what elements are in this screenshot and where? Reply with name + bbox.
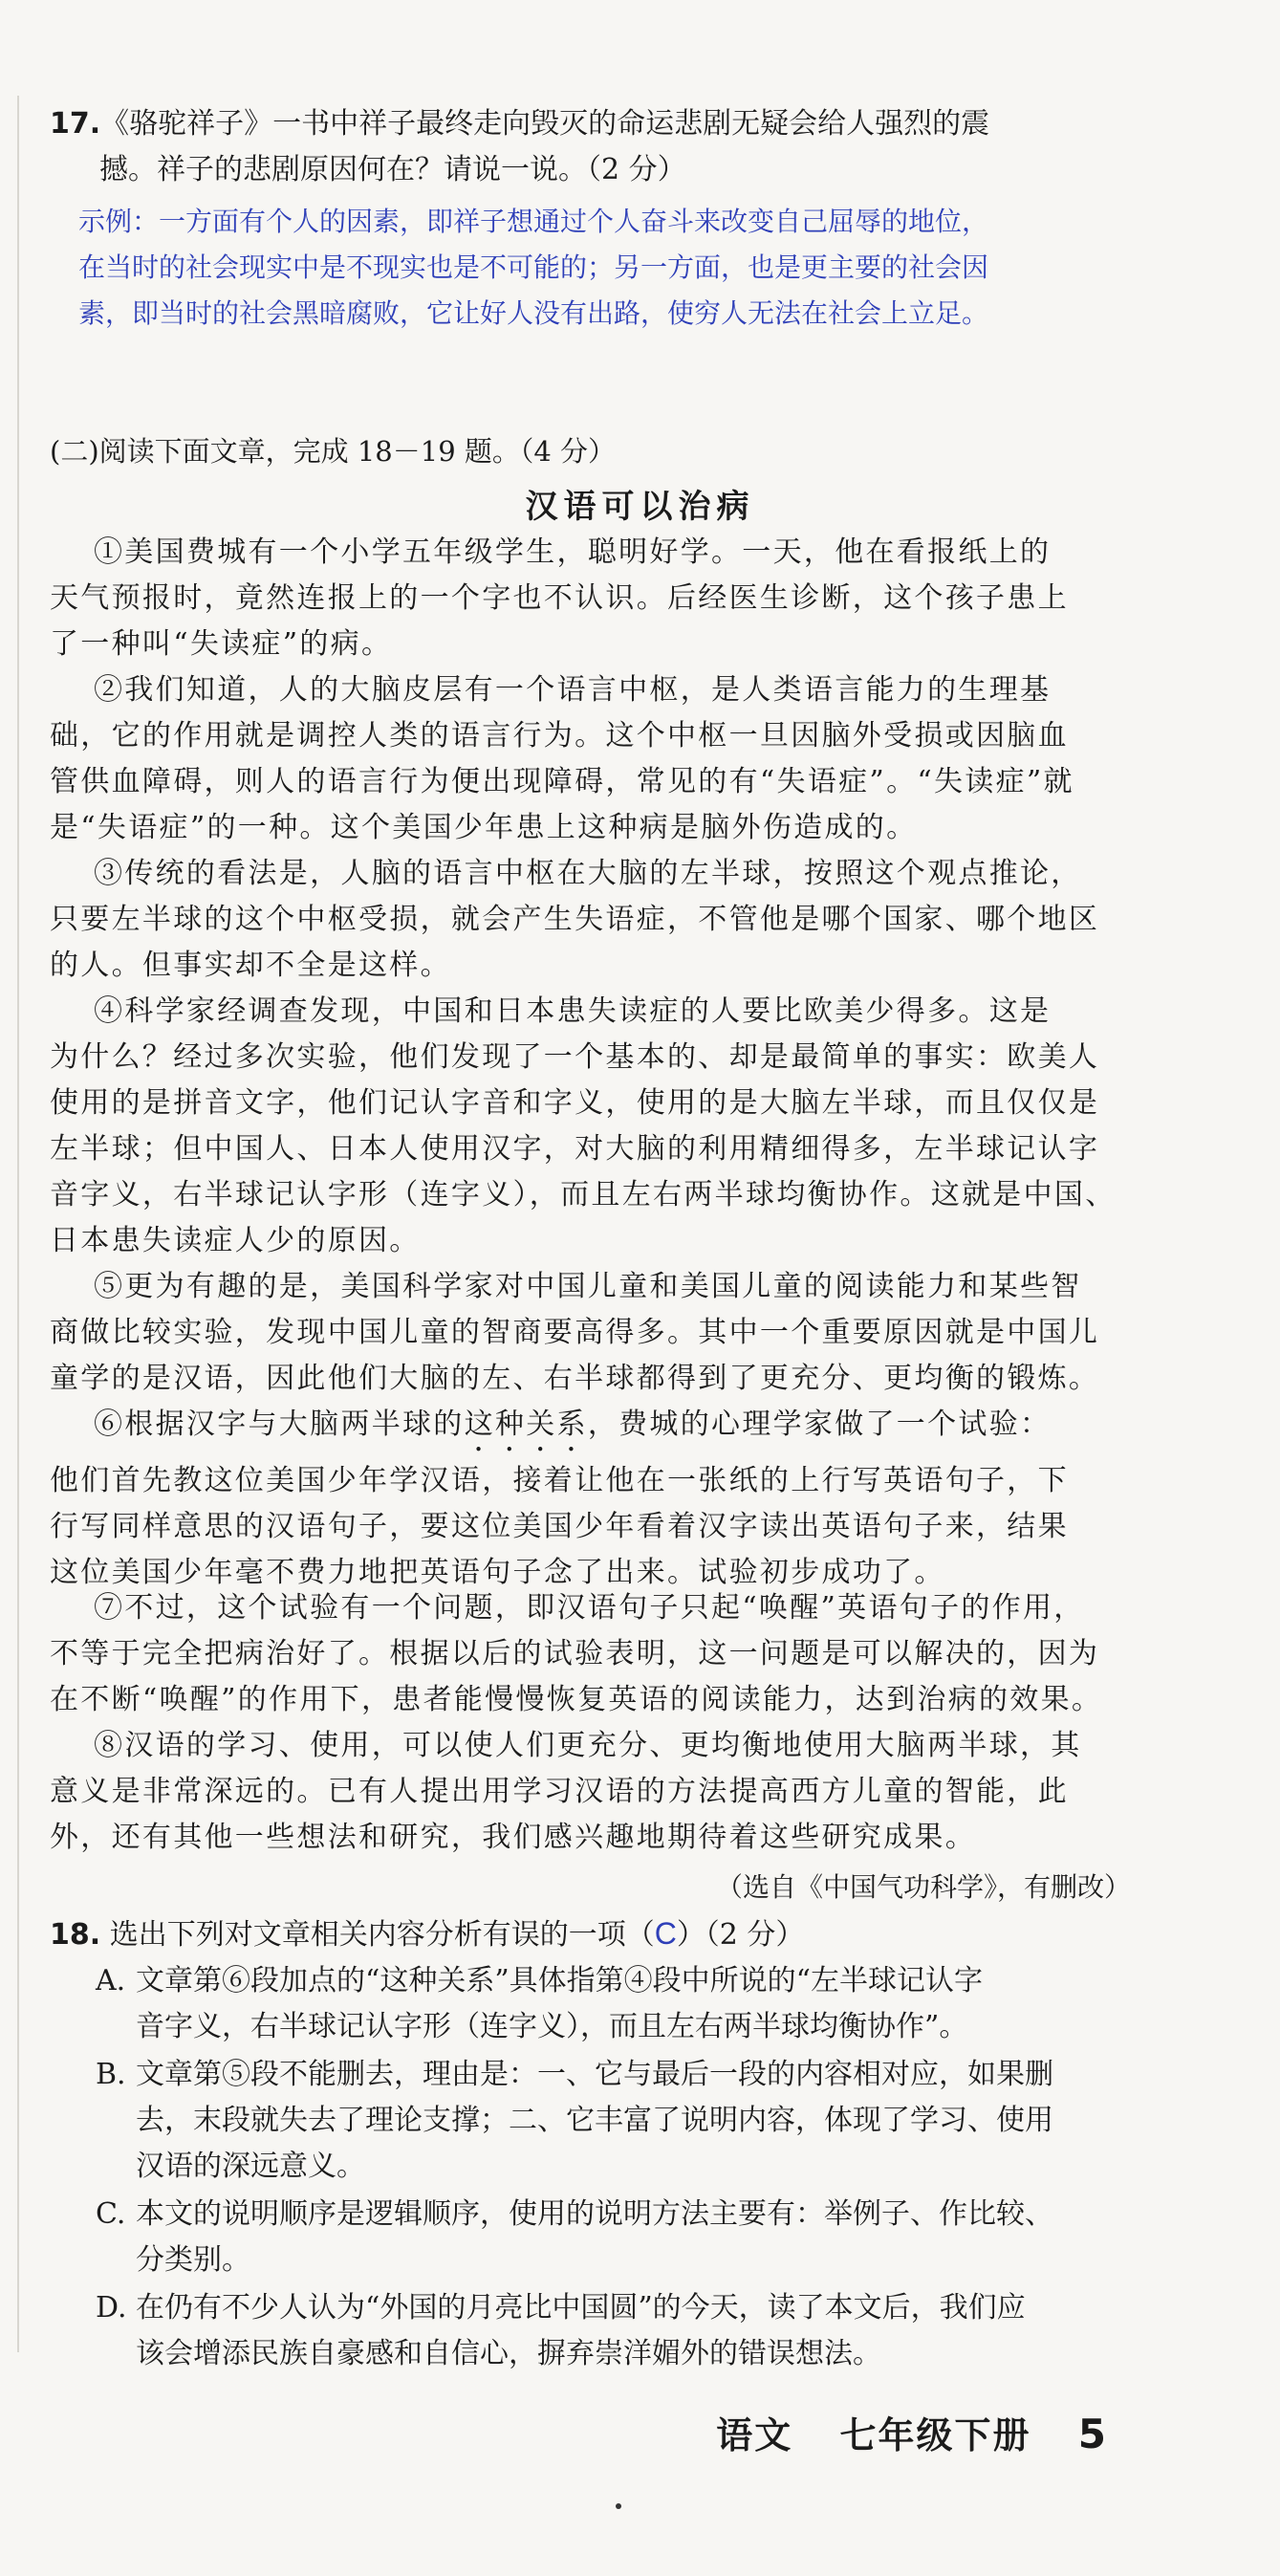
- page-footer: [716, 2406, 1108, 2458]
- option-letter: C.: [96, 2197, 126, 2231]
- footer-grade: 七年级下册: [839, 2414, 1031, 2456]
- paragraph-6: ⑥根据汉字与大脑两半球的这种关系，费城的心理学家做了一个试验： 他们首先教这位美国少年学汉语，接着让他在一张纸的上行写英语句子，下 行写同样意思的汉语句子，要这位美国少年看着汉字读出英语句子来，结果 这位美国少年毫不费力地把英语句子念了出来。试验初步成功了。: [50, 1402, 1130, 1596]
- paragraph-4: ④科学家经调查发现，中国和日本患失读症的人要比欧美少得多。这是 为什么？经过多次实验，他们发现了一个基本的、却是最简单的事实：欧美人 使用的是拼音文字，他们记认字音和字义，使用的是大脑左半球，而且仅仅是 左半球；但中国人、日本人使用汉字，对大脑的利用精细得多，左半球记认字 音字义，右半球记认字形（连字义），而且左右两半球均衡协作。这就是中国、 日本患失读症人少的原因。: [50, 994, 1117, 1257]
- question-17: [50, 101, 1130, 337]
- answer-line-1: 示例：一方面有个人的因素，即祥子想通过个人奋斗来改变自己屈辱的地位，: [78, 206, 989, 237]
- paragraph-6-text-before: ⑥根据汉字与大脑两半球的: [94, 1408, 465, 1441]
- option-d[interactable]: D. 在仍有不少人认为“外国的月亮比中国圆”的今天，读了本文后，我们应 该会增添民族自豪感和自信心，摒弃崇洋媚外的错误想法。: [96, 2285, 1138, 2377]
- paragraph-8: ⑧汉语的学习、使用，可以使人们更充分、更均衡地使用大脑两半球，其 意义是非常深远的。已有人提出用学习汉语的方法提高西方儿童的智能，此 外，还有其他一些想法和研究，我们感兴趣地期待着这些研究成果。: [50, 1729, 1082, 1854]
- option-letter: B.: [96, 2058, 126, 2091]
- question-number: 17.: [50, 107, 101, 141]
- option-letter: A.: [96, 1964, 126, 1997]
- section-title: (二)阅读下面文章，完成 18－19 题。（4 分）: [50, 435, 617, 468]
- question-17-line-2: 撼。祥子的悲剧原因何在？请说一说。（2 分）: [99, 153, 686, 186]
- paragraph-1: ①美国费城有一个小学五年级学生，聪明好学。一天，他在看报纸上的 天气预报时，竟然连报上的一个字也不认识。后经医生诊断，这个孩子患上 了一种叫“失读症”的病。: [50, 535, 1069, 661]
- question-18: 18. 选出下列对文章相关内容分析有误的一项（C）（2 分）: [50, 1916, 805, 1952]
- decorative-dot: [616, 2503, 621, 2509]
- margin-rule: [17, 96, 19, 2352]
- question-number: 18.: [50, 1918, 101, 1952]
- paragraph-7: ⑦不过，这个试验有一个问题，即汉语句子只起“唤醒”英语句子的作用， 不等于完全把病治好了。根据以后的试验表明，这一问题是可以解决的，因为 在不断“唤醒”的作用下，患者能慢慢恢复英语的阅读能力，达到治病的效果。: [50, 1591, 1103, 1716]
- answer-line-3: 素，即当时的社会黑暗腐败，它让好人没有出路，使穷人无法在社会上立足。: [78, 297, 989, 329]
- option-letter: D.: [96, 2291, 127, 2325]
- paragraph-2: ②我们知道，人的大脑皮层有一个语言中枢，是人类语言能力的生理基 础，它的作用就是调控人类的语言行为。这个中枢一旦因脑外受损或因脑血 管供血障碍，则人的语言行为便出现障碍，常见的有“失语症”。“失读症”就 是“失语症”的一种。这个美国少年患上这种病是脑外伤造成的。: [50, 673, 1074, 844]
- source-citation: （选自《中国气功科学》，有删改）: [715, 1871, 1131, 1903]
- paragraph-6-line-1: [50, 1402, 1130, 1458]
- paragraph-6-text-after: ，费城的心理学家做了一个试验：: [587, 1408, 1052, 1441]
- option-a[interactable]: A. 文章第⑥段加点的“这种关系”具体指第④段中所说的“左半球记认字 音字义，右半球记认字形（连字义），而且左右两半球均衡协作”。: [96, 1958, 1138, 2050]
- article-title: 汉语可以治病: [525, 488, 755, 526]
- option-c[interactable]: C. 本文的说明顺序是逻辑顺序，使用的说明方法主要有：举例子、作比较、 分类别。: [96, 2192, 1138, 2283]
- paragraph-5: ⑤更为有趣的是，美国科学家对中国儿童和美国儿童的阅读能力和某些智 商做比较实验，发现中国儿童的智商要高得多。其中一个重要原因就是中国儿 童学的是汉语，因此他们大脑的左、右半球都得到了更充分、更均衡的锻炼。: [50, 1270, 1100, 1395]
- paragraph-3: ③传统的看法是，人脑的语言中枢在大脑的左半球，按照这个观点推论， 只要左半球的这个中枢受损，就会产生失语症，不管他是哪个国家、哪个地区 的人。但事实却不全是这样。: [50, 857, 1100, 982]
- answer-line-2: 在当时的社会现实中是不现实也是不可能的；另一方面，也是更主要的社会因: [78, 251, 989, 283]
- answer-choice: C: [654, 1916, 677, 1951]
- footer-subject: 语文: [716, 2414, 793, 2456]
- question-17-line-1: 17.《骆驼祥子》一书中祥子最终走向毁灭的命运悲剧无疑会给人强烈的震: [50, 107, 990, 141]
- page-number: 5: [1077, 2411, 1108, 2457]
- emphasized-phrase: 这种关系: [464, 1408, 588, 1441]
- option-b[interactable]: B. 文章第⑤段不能删去，理由是：一、它与最后一段的内容相对应，如果删 去，末段就失去了理论支撑；二、它丰富了说明内容，体现了学习、使用 汉语的深远意义。: [96, 2052, 1138, 2190]
